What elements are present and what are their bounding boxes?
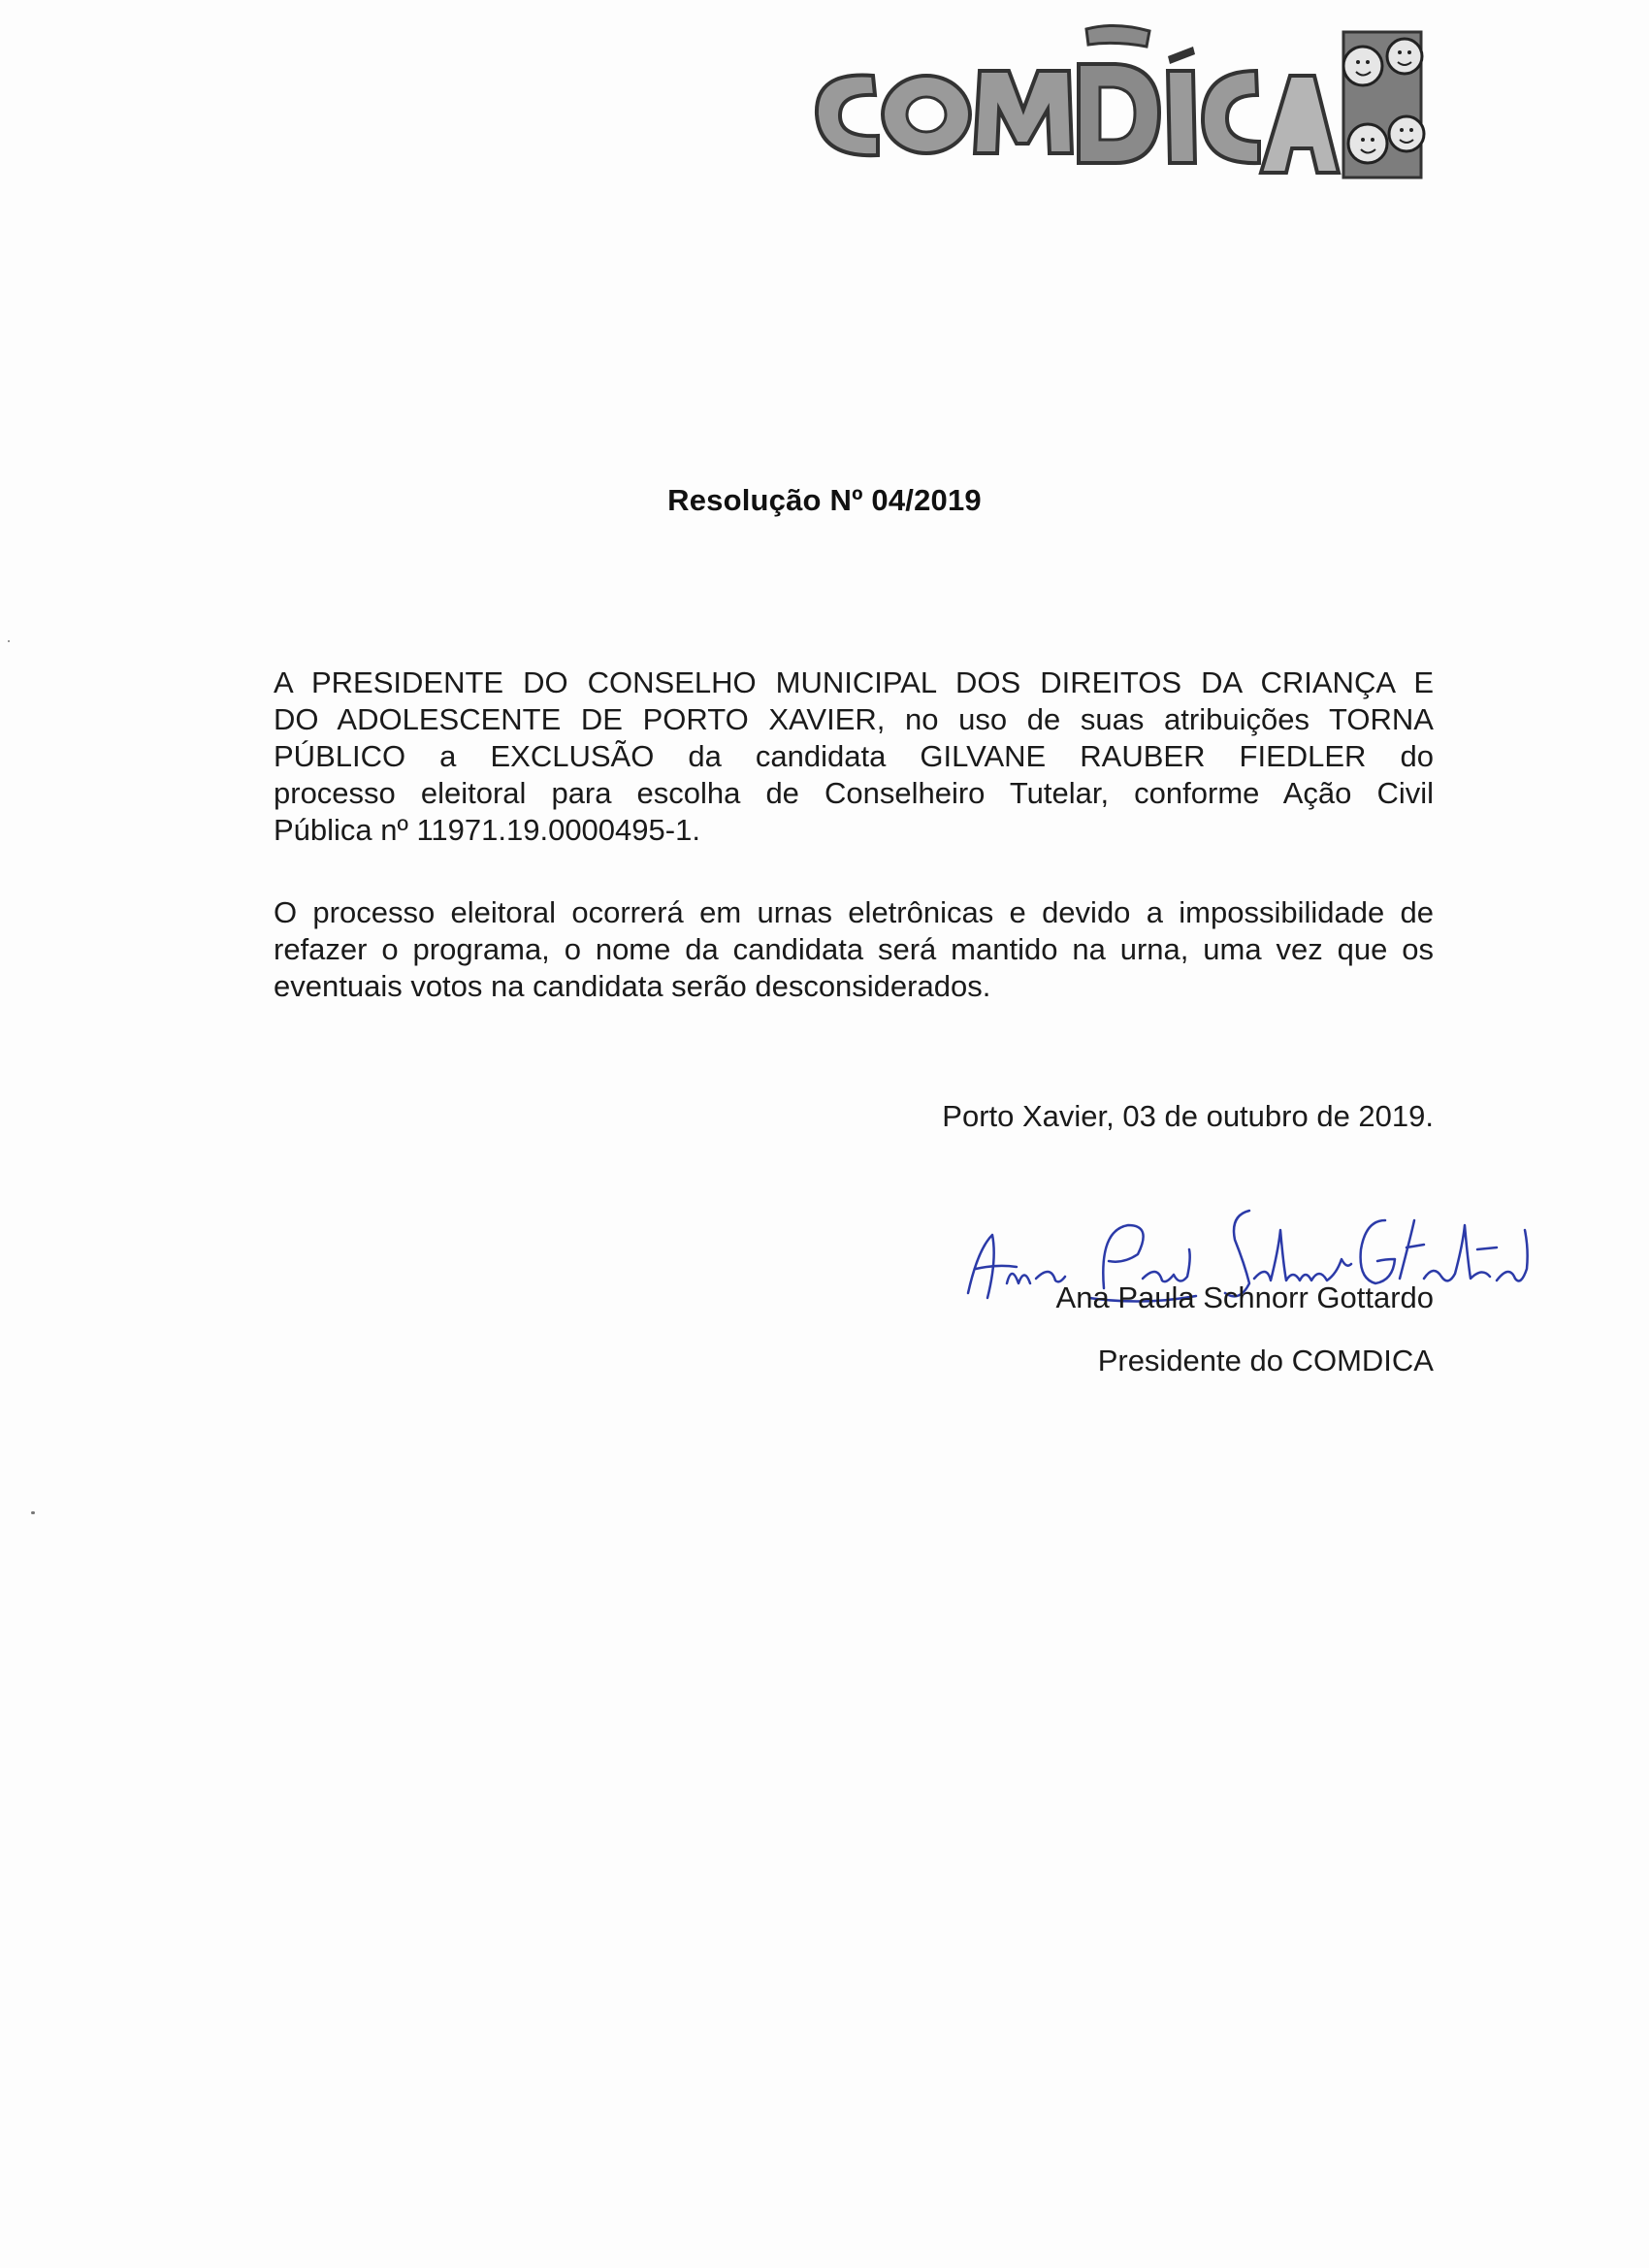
paragraph-line: Pública nº 11971.19.0000495-1. [274, 813, 700, 847]
paragraph-line: PÚBLICO a EXCLUSÃO da candidata GILVANE RAUBER FIEDLER do [274, 739, 1434, 773]
scan-speck [31, 1511, 35, 1514]
resolution-title: Resolução Nº 04/2019 [667, 483, 982, 517]
signer-name: Ana Paula Schnorr Gottardo [1055, 1280, 1434, 1314]
paragraph-line: O processo eleitoral ocorrerá em urnas eletrônicas e devido a impossibilidade de [274, 895, 1434, 929]
date-line: Porto Xavier, 03 de outubro de 2019. [942, 1099, 1434, 1133]
paragraph-line: refazer o programa, o nome da candidata será mantido na urna, uma vez que os [274, 932, 1434, 966]
comdica-logo [795, 17, 1426, 187]
signer-role: Presidente do COMDICA [1097, 1344, 1434, 1377]
paragraph-electoral-process [274, 894, 1434, 1005]
paragraph-line: DO ADOLESCENTE DE PORTO XAVIER, no uso de suas atribuições TORNA [274, 702, 1434, 736]
paragraph-line: eventuais votos na candidata serão desconsiderados. [274, 969, 991, 1003]
paragraph-line: processo eleitoral para escolha de Conselheiro Tutelar, conforme Ação Civil [274, 776, 1434, 810]
paragraph-line: A PRESIDENTE DO CONSELHO MUNICIPAL DOS DIREITOS DA CRIANÇA E [274, 665, 1434, 699]
scan-speck [8, 640, 10, 642]
paragraph-exclusion [274, 664, 1434, 849]
